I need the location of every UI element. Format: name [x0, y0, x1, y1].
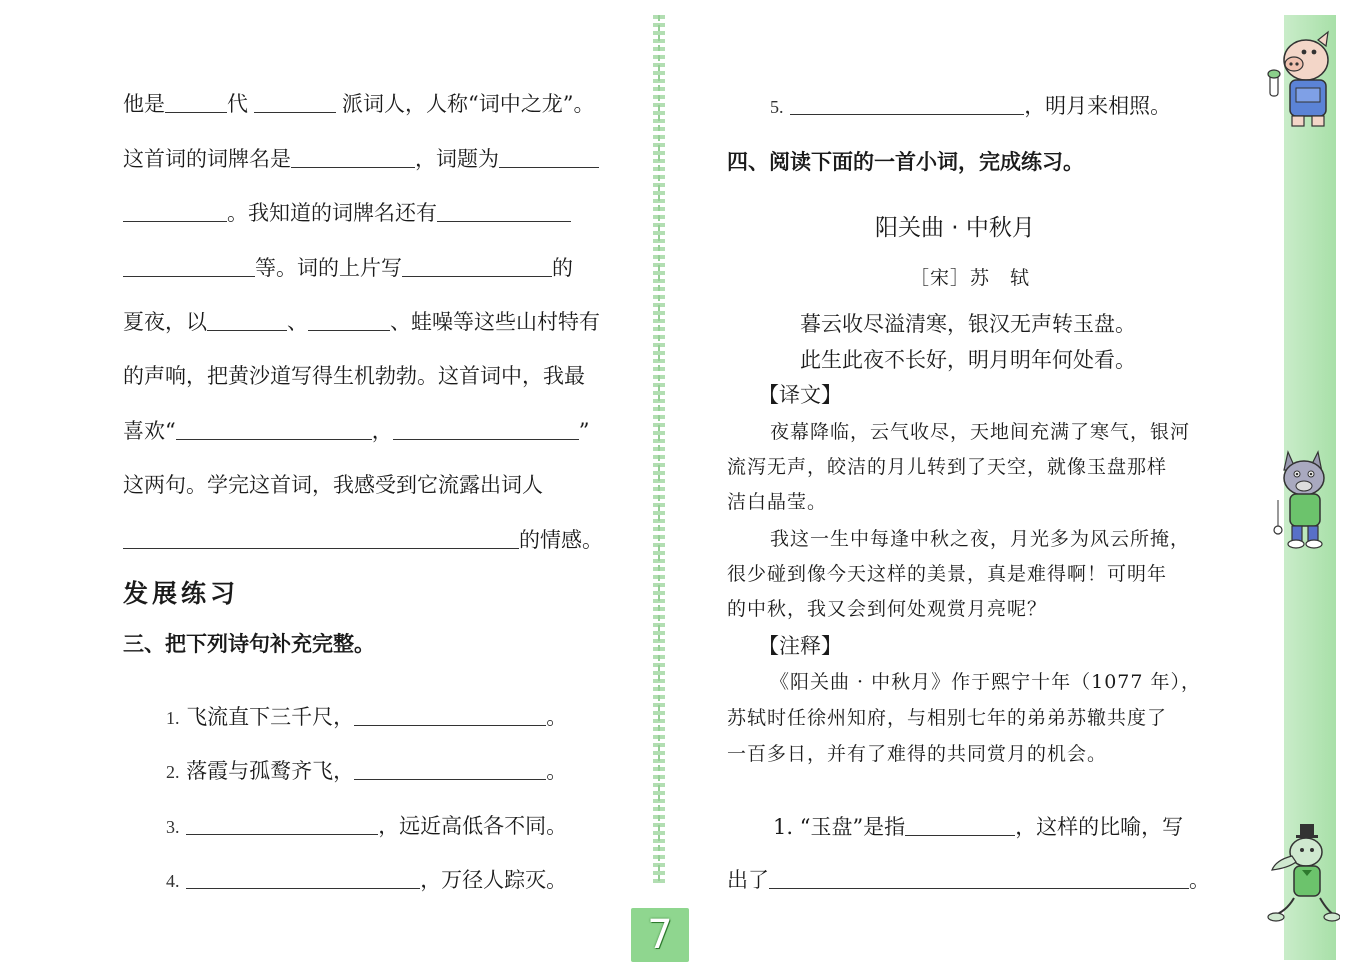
- fill-line-2: 这首词的词牌名是 ，词题为: [123, 145, 599, 173]
- translation-line: 我这一生中每逢中秋之夜，月光多为风云所掩，: [770, 528, 1191, 550]
- q4-item-1-cont: 出了 。: [727, 868, 1210, 892]
- note-label: 【注释】: [758, 634, 842, 658]
- note-line: 《阳关曲 · 中秋月》作于熙宁十年（1077 年），: [770, 671, 1202, 693]
- poem-line: 暮云收尽溢清寒，银汉无声转玉盘。: [800, 312, 1136, 336]
- q3-item-5: 5. ，明月来相照。: [770, 94, 1172, 118]
- translation-line: 的中秋，我又会到何处观赏月亮呢？: [727, 598, 1048, 620]
- fill-line-9: 的情感。: [123, 526, 603, 554]
- poem-line: 此生此夜不长好，明月明年何处看。: [800, 348, 1136, 372]
- fill-line-3: 。我知道的词牌名还有: [123, 199, 571, 227]
- wolf-mascot-icon: [1266, 444, 1340, 550]
- translation-line: 流泻无声，皎洁的月儿转到了天空，就像玉盘那样: [727, 456, 1168, 478]
- question-4-title: 四、阅读下面的一首小词，完成练习。: [727, 150, 1084, 174]
- fill-line-5: 夏夜，以 、 、蛙噪等这些山村特有: [123, 310, 600, 334]
- fox-mascot-icon: [1266, 820, 1340, 926]
- translation-line: 夜幕降临，云气收尽，天地间充满了寒气，银河: [770, 421, 1191, 443]
- q3-item-3: 3. ，远近高低各不同。: [166, 814, 568, 838]
- text-line-8: 这两句。学完这首词，我感受到它流露出词人: [123, 473, 543, 497]
- answer-blank[interactable]: [769, 868, 1189, 889]
- section-title: 发展练习: [123, 579, 240, 608]
- translation-label: 【译文】: [758, 383, 842, 407]
- text-line-6: 的声响，把黄沙道写得生机勃勃。这首词中，我最: [123, 364, 585, 388]
- pig-mascot-icon: [1262, 30, 1338, 130]
- q3-item-1: 1. 飞流直下三千尺， 。: [166, 705, 568, 729]
- poem-title: 阳关曲 · 中秋月: [875, 215, 1035, 241]
- translation-line: 洁白晶莹。: [727, 491, 828, 513]
- note-line: 苏轼时任徐州知府，与相别七年的弟弟苏辙共度了: [727, 707, 1168, 729]
- fill-line-1: 他是 代 派词人，人称“词中之龙”。: [123, 92, 595, 116]
- fill-line-7: 喜欢“ ， ”: [123, 419, 590, 443]
- question-3-title: 三、把下列诗句补充完整。: [123, 632, 375, 656]
- q3-item-2: 2. 落霞与孤鹜齐飞， 。: [166, 759, 568, 783]
- note-line: 一百多日，并有了难得的共同赏月的机会。: [727, 743, 1108, 765]
- fill-line-4: 等。词的上片写 的: [123, 254, 573, 282]
- answer-blank[interactable]: [790, 94, 1024, 115]
- translation-line: 很少碰到像今天这样的美景，真是难得啊！可明年: [727, 563, 1168, 585]
- page-number-badge: 7: [631, 908, 689, 962]
- q3-item-4: 4. ，万径人踪灭。: [166, 868, 568, 892]
- answer-blank[interactable]: [905, 815, 1015, 836]
- poem-author: ［宋］苏 轼: [910, 267, 1031, 289]
- q4-item-1: 1. “玉盘”是指 ，这样的比喻，写: [773, 815, 1184, 839]
